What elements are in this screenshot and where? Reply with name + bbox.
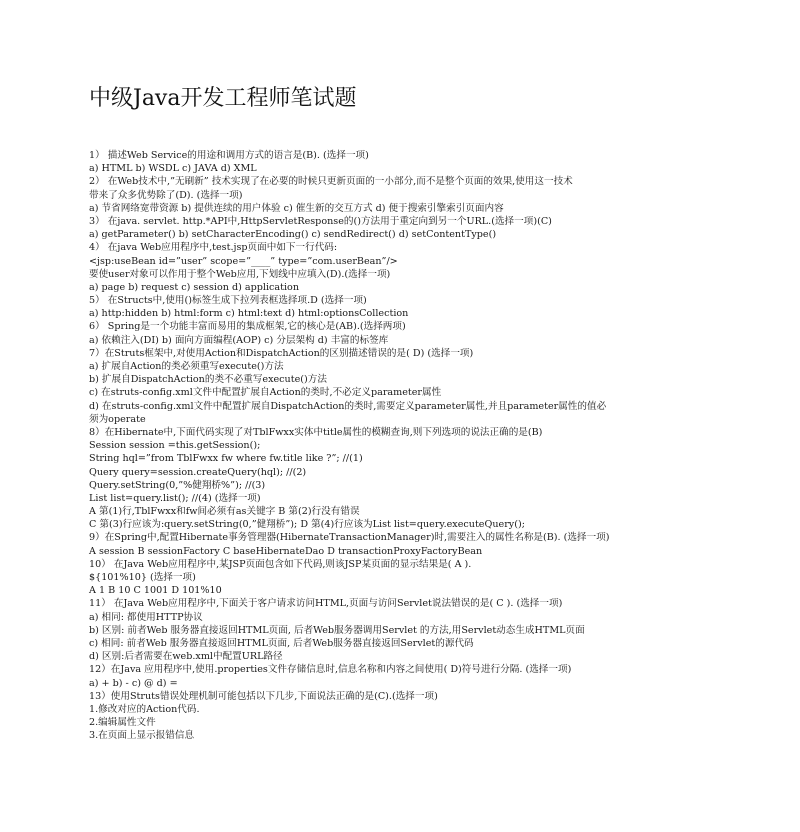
text-line: A 第(1)行,TblFwxx和fw间必须有as关键字 B 第(2)行没有错误 [89,506,360,518]
text-line: 10） 在Java Web应用程序中,某JSP页面包含如下代码,则该JSP某页面的显示结果是( A ). [89,558,472,570]
text-line: 8）在Hibernate中,下面代码实现了对TblFwxx实体中title属性的模糊查询,则下列选项的说法正确的是(B) [89,426,543,438]
text-line: Query.setString(0,”%健翔桥%”); //(3) [89,479,266,491]
text-line: 4） 在java Web应用程序中,test.jsp页面中如下一行代码: [89,242,338,254]
text-line: a) http:hidden b) html:form c) html:text d) html:optionsCollection [89,308,409,320]
text-line: ${101%10} (选择一项) [89,572,196,583]
text-line: 3.在页面上显示报错信息 [89,730,195,742]
text-line: a) getParameter() b) setCharacterEncoding() c) sendRedirect() d) setContentType() [89,229,497,241]
text-line: c) 相同: 前者Web 服务器直接返回HTML页面, 后者Web服务器直接返回Servlet的源代码 [89,637,474,649]
text-line: A 1 B 10 C 1001 D 101%10 [89,585,222,597]
text-line: b) 扩展自DispatchAction的类不必重写execute()方法 [89,374,327,386]
text-line: a) + b) - c) @ d) = [89,677,178,689]
text-line: 7）在Struts框架中,对使用Action和DispatchAction的区别描述错误的是( D) (选择一项) [89,347,474,359]
text-line: 5） 在Structs中,使用()标签生成下拉列表框选择项.D (选择一项) [89,295,367,307]
text-line: A session B sessionFactory C baseHibernateDao D transactionProxyFactoryBean [89,545,483,557]
text-line: 9）在Spring中,配置Hibernate事务管理器(HibernateTransactionManager)时,需要注入的属性名称是(B). (选择一项) [89,532,610,544]
text-line: a) 相同: 都使用HTTP协议 [89,611,203,623]
text-line: String hql=”from TblFwxx fw where fw.title like ?”; //(1) [89,453,363,465]
text-line: 11） 在Java Web应用程序中,下面关于客户请求访问HTML,页面与访问Servlet说法错误的是( C ). (选择一项) [89,598,563,610]
text-line: a) 依赖注入(DI) b) 面向方面编程(AOP) c) 分层架构 d) 丰富的标签库 [89,334,389,346]
text-line: Session session =this.getSession(); [89,440,261,452]
text-line: b) 区别: 前者Web 服务器直接返回HTML页面, 后者Web服务器调用Servlet 的方法,用Servlet动态生成HTML页面 [89,624,585,636]
text-line: 1） 描述Web Service的用途和调用方式的语言是(B). (选择一项) [89,150,369,161]
text-line: Query query=session.createQuery(hql); //(2) [89,466,307,478]
text-line: c) 在struts-config.xml文件中配置扩展自Action的类时,不必定义parameter属性 [89,387,442,399]
text-line: 2） 在Web技术中,”无刷新” 技术实现了在必要的时候只更新页面的一小部分,而不是整个页面的效果,使用这一技术 [89,176,573,188]
text-line: C 第(3)行应该为:query.setString(0,”健翔桥”); D 第(4)行应该为List list=query.executeQuery(); [89,519,525,531]
text-line: List list=query.list(); //(4) (选择一项) [89,492,261,504]
text-line: a) 节省网络宽带资源 b) 提供连续的用户体验 c) 催生新的交互方式 d) 便于搜索引擎索引页面内容 [89,202,504,214]
exam-questions-body [89,149,729,742]
text-line: 12）在Java 应用程序中,使用.properties文件存储信息时,信息名称和内容之间使用( D)符号进行分隔. (选择一项) [89,664,572,676]
page-title: 中级Java开发工程师笔试题 [89,86,357,111]
text-line: a) page b) request c) session d) application [89,281,299,293]
text-line: 1.修改对应的Action代码. [89,703,200,715]
text-line: d) 在struts-config.xml文件中配置扩展自DispatchAction的类时,需要定义parameter属性,并且parameter属性的值必 [89,400,607,412]
text-line: 6） Spring是一个功能丰富而易用的集成框架,它的核心是(AB).(选择两项) [89,321,406,333]
text-line: d) 区别:后者需要在web.xml中配置URL路径 [89,651,283,663]
text-line: <jsp:useBean id=”user” scope=”____” type=”com.userBean”/> [89,255,398,267]
text-line: 须为operate [89,413,146,425]
text-line: 2.编辑属性文件 [89,717,156,729]
text-line: a) HTML b) WSDL c) JAVA d) XML [89,163,257,175]
text-line: 带来了众多优势除了(D). (选择一项) [89,189,243,201]
text-line: 要使user对象可以作用于整个Web应用,下划线中应填入(D).(选择一项) [89,268,391,280]
text-line: a) 扩展自Action的类必须重写execute()方法 [89,361,284,372]
text-line: 13）使用Struts错误处理机制可能包括以下几步,下面说法正确的是(C).(选择一项) [89,690,438,702]
text-line: 3） 在java. servlet. http.*API中,HttpServletResponse的()方法用于重定向到另一个URL.(选择一项)(C) [89,215,552,227]
